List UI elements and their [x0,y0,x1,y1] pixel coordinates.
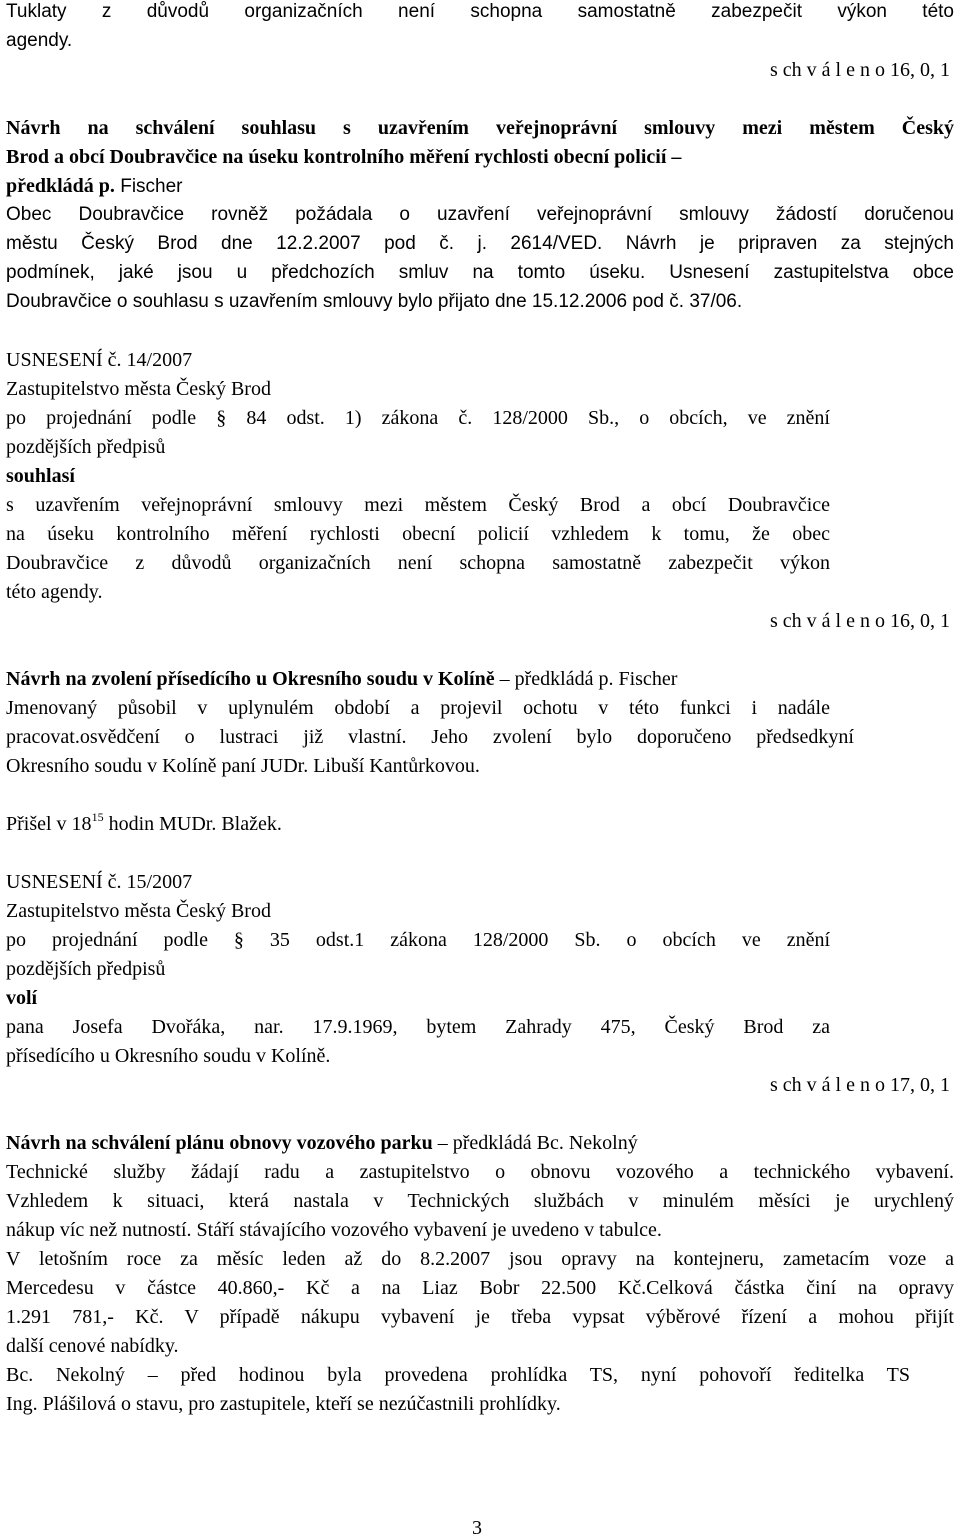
proposal-heading-line [6,667,677,691]
text-line: Tuklaty z důvodů organizačních není schopna samostatně zabezpečit výkon této [6,1,954,22]
presenter-name: – předkládá p. Fischer [494,668,678,690]
text-line: Zastupitelstvo města Český Brod [6,900,271,922]
text-line: Ing. Plášilová o stavu, pro zastupitele, kteří se nezúčastnili prohlídky. [6,1393,561,1415]
text-line: na úseku kontrolního měření rychlosti obecní policií vzhledem k tomu, že obec [6,523,830,545]
text-line: pozdějších předpisů [6,436,166,458]
text-line: nákup víc než nutností. Stáří stávajícího vozového vybavení je uvedeno v tabulce. [6,1219,662,1241]
text-line: po projednání podle § 35 odst.1 zákona 128/2000 Sb. o obcích ve znění [6,929,830,951]
resolution-verb: souhlasí [6,465,75,487]
proposal-heading: Návrh na zvolení přísedícího u Okresního soudu v Kolíně [6,668,495,690]
text-line: po projednání podle § 84 odst. 1) zákona č. 128/2000 Sb., o obcích, ve znění [6,407,830,429]
text-line: další cenové nabídky. [6,1335,179,1357]
text-line: Technické služby žádají radu a zastupitelstvo o obnovu vozového a technického vybavení. [6,1161,954,1183]
text-line: Doubravčice z důvodů organizačních není schopna samostatně zabezpečit výkon [6,552,830,574]
text-line: Bc. Nekolný – před hodinou byla provedena prohlídka TS, nyní pohovoří ředitelka TS [6,1364,910,1386]
resolution-title: USNESENÍ č. 15/2007 [6,871,193,893]
text-line: Zastupitelstvo města Český Brod [6,378,271,400]
proposal-heading: Brod a obcí Doubravčice na úseku kontrolního měření rychlosti obecní policií – [6,146,682,168]
presenter-name: Fischer [114,176,183,197]
arrival-text: Přišel v 18 [6,813,92,835]
text-line: 1.291 781,- Kč. V případě nákupu vybavení je třeba vypsat výběrové řízení a mohou přijít [6,1306,954,1328]
arrival-note [6,812,282,836]
text-line: Okresního soudu v Kolíně paní JUDr. Libuší Kantůrkovou. [6,755,480,777]
text-line: městu Český Brod dne 12.2.2007 pod č. j. 2614/VED. Návrh je pripraven za stejných [6,233,954,254]
approval-result: s ch v á l e n o 16, 0, 1 [770,610,950,632]
text-line: pozdějších předpisů [6,958,166,980]
text-line: podmínek, jaké jsou u předchozích smluv na tomto úseku. Usnesení zastupitelstva obce [6,262,954,283]
text-line: Obec Doubravčice rovněž požádala o uzavření veřejnoprávní smlouvy žádostí doručenou [6,204,954,225]
text-line: Jmenovaný působil v uplynulém období a projevil ochotu v této funkci i nadále [6,697,830,719]
text-line: V letošním roce za měsíc leden až do 8.2.2007 jsou opravy na kontejneru, zametacím voze a [6,1248,954,1270]
proposal-heading-line [6,1131,638,1155]
page-number: 3 [472,1517,482,1539]
text-line: Vzhledem k situaci, která nastala v Technických službách v minulém měsíci je urychlený [6,1190,954,1212]
presenter-line [6,174,183,199]
arrival-text: hodin MUDr. Blažek. [103,813,282,835]
text-line: pracovat.osvědčení o lustraci již vlastní. Jeho zvolení bylo doporučeno předsedkyní [6,726,854,748]
resolution-verb: volí [6,987,38,1009]
approval-result: s ch v á l e n o 16, 0, 1 [770,59,950,81]
text-line: pana Josefa Dvořáka, nar. 17.9.1969, bytem Zahrady 475, Český Brod za [6,1016,830,1038]
text-line: Mercedesu v částce 40.860,- Kč a na Liaz Bobr 22.500 Kč.Celková částka činí na opravy [6,1277,954,1299]
text-line: přísedícího u Okresního soudu v Kolíně. [6,1045,331,1067]
resolution-title: USNESENÍ č. 14/2007 [6,349,193,371]
presenter-label: předkládá p. [6,175,115,197]
text-line: agendy. [6,30,73,51]
presenter-name: – předkládá Bc. Nekolný [432,1132,638,1154]
proposal-heading: Návrh na schválení souhlasu s uzavřením veřejnoprávní smlouvy mezi městem Český [6,117,954,139]
text-line: s uzavřením veřejnoprávní smlouvy mezi městem Český Brod a obcí Doubravčice [6,494,830,516]
text-line: této agendy. [6,581,103,603]
approval-result: s ch v á l e n o 17, 0, 1 [770,1074,950,1096]
arrival-minutes: 15 [91,810,104,824]
text-line: Doubravčice o souhlasu s uzavřením smlouvy bylo přijato dne 15.12.2006 pod č. 37/06. [6,291,743,312]
proposal-heading: Návrh na schválení plánu obnovy vozového parku [6,1132,433,1154]
